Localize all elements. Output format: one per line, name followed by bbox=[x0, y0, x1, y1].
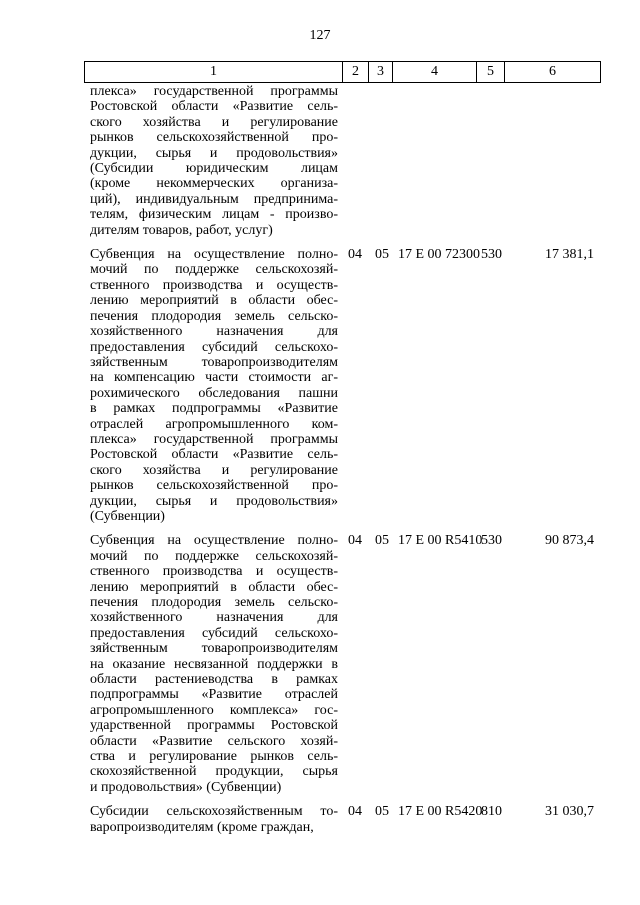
description-line: области «Развитие сельского хозяй- bbox=[90, 733, 338, 749]
column-header-5: 5 bbox=[477, 62, 505, 83]
target-article-code: 17 Е 00 R5420 bbox=[398, 804, 483, 820]
target-article-code: 17 Е 00 72300 bbox=[398, 247, 481, 263]
description-line: ского хозяйства и регулирование bbox=[90, 114, 338, 130]
description-line: хозяйственного назначения для bbox=[90, 324, 338, 340]
section-code: 04 bbox=[348, 247, 362, 263]
column-header-6: 6 bbox=[505, 62, 601, 83]
amount-value: 17 381,1 bbox=[545, 247, 594, 263]
description-line: зяйственным товаропроизводителям bbox=[90, 354, 338, 370]
description-line: варопроизводителям (кроме граждан, bbox=[90, 819, 314, 835]
subsection-code: 05 bbox=[375, 533, 389, 549]
column-header-2: 2 bbox=[343, 62, 369, 83]
amount-value: 31 030,7 bbox=[545, 804, 594, 820]
description-line: Ростовской области «Развитие сель- bbox=[90, 447, 338, 463]
target-article-code: 17 Е 00 R5410 bbox=[398, 533, 483, 549]
table-row bbox=[84, 247, 600, 524]
description-line: Субсидии сельскохозяйственным то- bbox=[90, 804, 338, 820]
description-line: хозяйственного назначения для bbox=[90, 610, 338, 626]
description-line: Субвенция на осуществление полно- bbox=[90, 533, 338, 549]
description-line: области растениеводства в рамках bbox=[90, 672, 338, 688]
description-line: плекса» государственной программы bbox=[90, 84, 338, 99]
description-line: телям, физическим лицам - произво- bbox=[90, 207, 338, 223]
description-line: (Субвенции) bbox=[90, 508, 165, 524]
description-line: мочий по поддержке сельскохозяй- bbox=[90, 548, 338, 564]
description-line: подпрограммы «Развитие отраслей bbox=[90, 687, 338, 703]
row-description bbox=[84, 804, 338, 835]
description-line: на компенсацию части стоимости аг- bbox=[90, 370, 338, 386]
description-line: печения плодородия земель сельско- bbox=[90, 308, 338, 324]
description-line: печения плодородия земель сельско- bbox=[90, 595, 338, 610]
description-line: рохимического обследования пашни bbox=[90, 385, 338, 401]
column-header-row bbox=[85, 62, 601, 83]
expense-type-code: 810 bbox=[481, 804, 502, 820]
table-row bbox=[84, 533, 600, 795]
description-line: плекса» государственной программы bbox=[90, 431, 338, 447]
description-line: в рамках подпрограммы «Развитие bbox=[90, 401, 338, 417]
row-description bbox=[84, 533, 338, 795]
subsection-code: 05 bbox=[375, 804, 389, 820]
description-line: (Субсидии юридическим лицам bbox=[90, 161, 338, 177]
table-row bbox=[84, 84, 600, 238]
column-header-table bbox=[84, 61, 601, 83]
description-line: лению мероприятий в области обес- bbox=[90, 293, 338, 309]
description-line: предоставления субсидий сельскохо- bbox=[90, 339, 338, 355]
description-line: лению мероприятий в области обес- bbox=[90, 579, 338, 595]
description-line: (кроме некоммерческих организа- bbox=[90, 176, 338, 192]
description-line: дителям товаров, работ, услуг) bbox=[90, 222, 273, 238]
description-line: дукции, сырья и продовольствия» bbox=[90, 145, 338, 161]
description-line: ского хозяйства и регулирование bbox=[90, 462, 338, 478]
column-header-1: 1 bbox=[85, 62, 343, 83]
description-line: зяйственным товаропроизводителям bbox=[90, 641, 338, 657]
section-code: 04 bbox=[348, 533, 362, 549]
description-line: рынков сельскохозяйственной про- bbox=[90, 130, 338, 146]
description-line: скохозяйственной продукции, сырья bbox=[90, 764, 338, 780]
column-header-4: 4 bbox=[393, 62, 477, 83]
description-line: Ростовской области «Развитие сель- bbox=[90, 99, 338, 115]
page-number: 127 bbox=[309, 28, 331, 43]
budget-table-body bbox=[84, 84, 600, 835]
description-line: предоставления субсидий сельскохо- bbox=[90, 625, 338, 641]
description-line: агропромышленного комплекса» гос- bbox=[90, 702, 338, 718]
table-row bbox=[84, 804, 600, 835]
section-code: 04 bbox=[348, 804, 362, 820]
description-line: дукции, сырья и продовольствия» bbox=[90, 493, 338, 509]
description-line: отраслей агропромышленного ком- bbox=[90, 416, 338, 432]
expense-type-code: 530 bbox=[481, 533, 502, 549]
description-line: ственного производства и осуществ- bbox=[90, 564, 338, 580]
description-line: рынков сельскохозяйственной про- bbox=[90, 478, 338, 494]
description-line: мочий по поддержке сельскохозяй- bbox=[90, 262, 338, 278]
column-header-3: 3 bbox=[369, 62, 393, 83]
description-line: ства и регулирование рынков сель- bbox=[90, 749, 338, 765]
description-line: ударственной программы Ростовской bbox=[90, 718, 338, 734]
amount-value: 90 873,4 bbox=[545, 533, 594, 549]
expense-type-code: 530 bbox=[481, 247, 502, 263]
subsection-code: 05 bbox=[375, 247, 389, 263]
row-description bbox=[84, 84, 338, 238]
row-description bbox=[84, 247, 338, 524]
description-line: и продовольствия» (Субвенции) bbox=[90, 779, 282, 795]
description-line: ственного производства и осуществ- bbox=[90, 277, 338, 293]
description-line: на оказание несвязанной поддержки в bbox=[90, 656, 338, 672]
description-line: ций), индивидуальным предпринима- bbox=[90, 191, 338, 207]
description-line: Субвенция на осуществление полно- bbox=[90, 247, 338, 263]
